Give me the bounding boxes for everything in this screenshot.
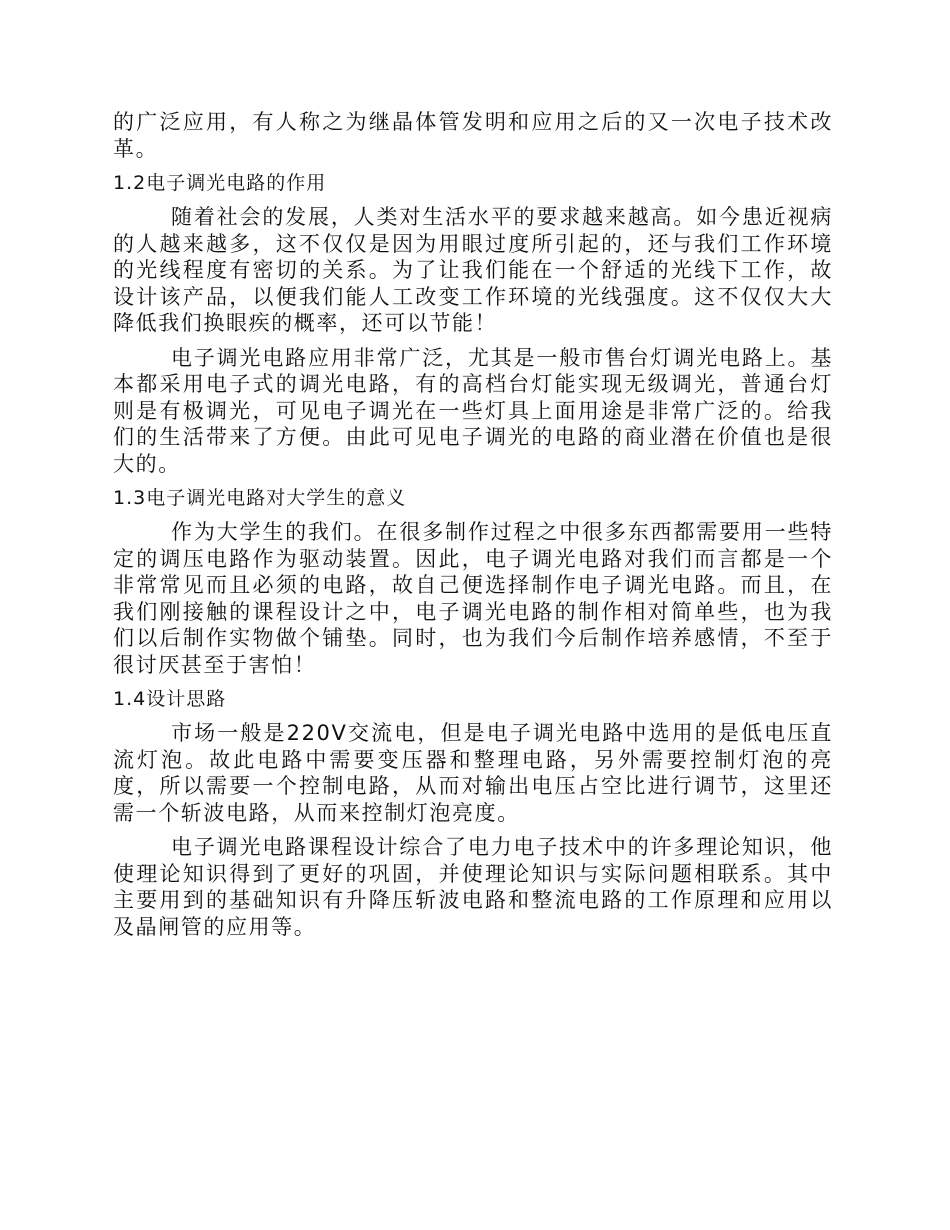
document-body <box>113 109 833 940</box>
body-paragraph: 电子调光电路课程设计综合了电力电子技术中的许多理论知识，他使理论知识得到了更好的巩固，并使理论知识与实际问题相联系。其中主要用到的基础知识有升降压斩波电路和整流电路的工作原理和应用以及晶闸管的应用等。 <box>113 835 833 939</box>
section-heading-1-4 <box>113 686 833 712</box>
body-paragraph: 作为大学生的我们。在很多制作过程之中很多东西都需要用一些特定的调压电路作为驱动装置。因此，电子调光电路对我们而言都是一个非常常见而且必须的电路，故自己便选择制作电子调光电路。而且，在我们刚接触的课程设计之中，电子调光电路的制作相对简单些，也为我们以后制作实物做个铺垫。同时，也为我们今后制作培养感情，不至于很讨厌甚至于害怕！ <box>113 520 833 677</box>
body-paragraph: 电子调光电路应用非常广泛，尤其是一般市售台灯调光电路上。基本都采用电子式的调光电路，有的高档台灯能实现无级调光，普通台灯则是有极调光，可见电子调光在一些灯具上面用途是非常广泛的。给我们的生活带来了方便。由此可见电子调光的电路的商业潜在价值也是很大的。 <box>113 345 833 476</box>
section-title: 电子调光电路对大学生的意义 <box>146 487 407 509</box>
section-number: 1.2 <box>113 172 147 194</box>
section-number: 1.3 <box>113 487 147 509</box>
section-title: 设计思路 <box>146 688 227 710</box>
section-number: 1.4 <box>113 688 147 710</box>
section-heading-1-3 <box>113 485 833 511</box>
section-title: 电子调光电路的作用 <box>146 172 327 194</box>
body-paragraph: 市场一般是220V交流电，但是电子调光电路中选用的是低电压直流灯泡。故此电路中需要变压器和整理电路，另外需要控制灯泡的亮度，所以需要一个控制电路，从而对输出电压占空比进行调节，这里还需一个斩波电路，从而来控制灯泡亮度。 <box>113 721 833 825</box>
body-paragraph: 随着社会的发展，人类对生活水平的要求越来越高。如今患近视病的人越来越多，这不仅仅是因为用眼过度所引起的，还与我们工作环境的光线程度有密切的关系。为了让我们能在一个舒适的光线下工作，故设计该产品，以便我们能人工改变工作环境的光线强度。这不仅仅大大降低我们换眼疾的概率，还可以节能！ <box>113 205 833 335</box>
section-heading-1-2 <box>113 170 833 196</box>
intro-paragraph: 的广泛应用，有人称之为继晶体管发明和应用之后的又一次电子技术改革。 <box>113 110 833 161</box>
